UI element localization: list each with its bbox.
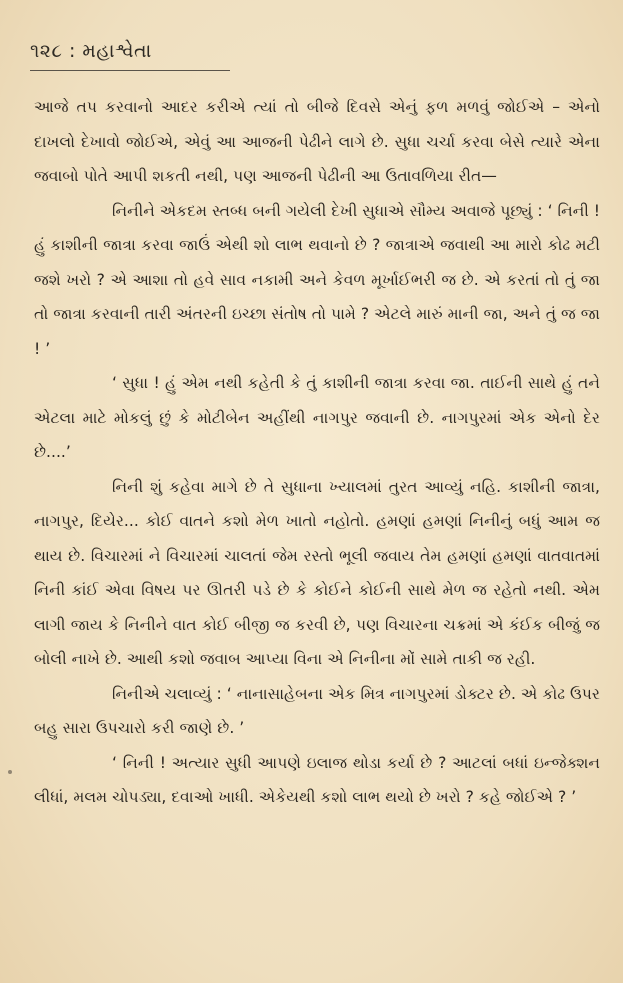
paragraph-2: નિનીને એકદમ સ્તબ્ધ બની ગયેલી દેખી સુધાએ સૌમ્ય અવાજે પૂછ્યું : ‘ નિની ! હું કાશીની જાત્રા કરવા જાઉં એથી શો લાભ થવાનો છે ? જાત્રાએ જવાથી આ મારો કોઢ મટી જશે ખરો ? એ આશા તો હવે સાવ નકામી અને કેવળ મૂર્ખાઈભરી જ છે. એ કરતાં તો તું જા તો જાત્રા કરવાની તારી અંતરની ઇચ્છા સંતોષ તો પામે ? એટલે મારું માની જા, અને તું જ જા ! ’ <box>34 201 600 358</box>
page-header: ૧૨૮ : મહાશ્વેતા <box>30 40 152 62</box>
header-underline <box>30 70 230 71</box>
paragraph-1: આજે તપ કરવાનો આદર કરીએ ત્યાં તો બીજે દિવસે એનું ફળ મળવું જોઈએ – એનો દાખલો દેખાવો જોઈએ, એવું આ આજની પેઢીને લાગે છે. સુધા ચર્ચા કરવા બેસે ત્યારે એના જવાબો પોતે આપી શકતી નથી, પણ આજની પેઢીની આ ઉતાવળિયા રીત— <box>34 98 600 185</box>
page-body <box>34 90 600 815</box>
paragraph-4: નિની શું કહેવા માગે છે તે સુધાના ખ્યાલમાં તુરત આવ્યું નહિ. કાશીની જાત્રા, નાગપુર, દિયેર... કોઈ વાતને કશો મેળ ખાતો નહોતો. હમણાં હમણાં નિનીનું બધું આમ જ થાય છે. વિચારમાં ને વિચારમાં ચાલતાં જેમ રસ્તો ભૂલી જવાય તેમ હમણાં હમણાં વાતવાતમાં નિની કાંઈ એવા વિષય પર ઊતરી પડે છે કે કોઈને કોઈની સાથે મેળ જ રહેતો નથી. એમ લાગી જાય કે નિનીને વાત કોઈ બીજી જ કરવી છે, પણ વિચારના ચક્રમાં એ કંઈક બીજું જ બોલી નાખે છે. આથી કશો જવાબ આપ્યા વિના એ નિનીના મોં સામે તાકી જ રહી. <box>34 477 600 668</box>
paragraph-3: ‘ સુધા ! હું એમ નથી કહેતી કે તું કાશીની જાત્રા કરવા જા. તાઈની સાથે હું તને એટલા માટે મોકલું છું કે મોટીબેન અહીંથી નાગપુર જવાની છે. નાગપુરમાં એક એનો દેર છે....’ <box>34 374 600 461</box>
paper-speck <box>8 770 12 774</box>
paragraph-5: નિનીએ ચલાવ્યું : ‘ નાનાસાહેબના એક મિત્ર નાગપુરમાં ડોક્ટર છે. એ કોઢ ઉપર બહુ સારા ઉપચારો કરી જાણે છે. ’ <box>34 684 600 737</box>
paragraph-6: ‘ નિની ! અત્યાર સુધી આપણે ઇલાજ થોડા કર્યા છે ? આટલાં બધાં ઇન્જેક્શન લીધાં, મલમ ચોપડ્યા, દવાઓ ખાધી. એકેયથી કશો લાભ થયો છે ખરો ? કહે જોઈએ ? ’ <box>34 753 600 806</box>
